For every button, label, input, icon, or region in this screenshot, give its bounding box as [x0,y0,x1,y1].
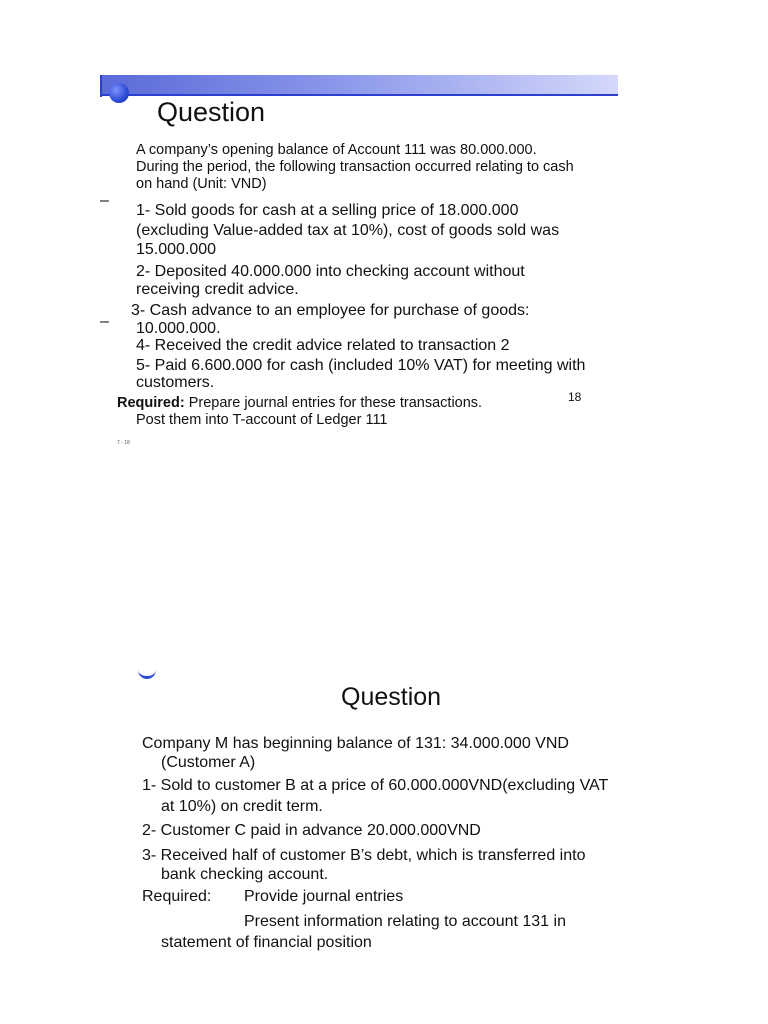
slide1-dash-mark: – [100,313,109,330]
slide1-title: Question [157,97,266,127]
slide1-intro-line: on hand (Unit: VND) [136,176,267,192]
slide1-intro-line: A company’s opening balance of Account 111 was 80.000.000. [136,142,537,158]
slide2-item-line: 1- Sold to customer B at a price of 60.000.000VND(excluding VAT [142,777,609,794]
slide1-footer-small: 7 - 18 [117,440,130,446]
slide1-item-line: 2- Deposited 40.000.000 into checking account without [136,263,525,280]
slide1-item-line: 10.000.000. [136,320,221,337]
slide1-intro-line: During the period, the following transaction occurred relating to cash [136,159,574,175]
slide2-required-line: statement of financial position [161,934,372,951]
slide1-required-text2: Post them into T-account of Ledger 111 [136,412,388,428]
slide1-item-line: receiving credit advice. [136,281,299,298]
slide2-required-line: Provide journal entries [244,888,404,905]
slide1-item-line: 3- Cash advance to an employee for purchase of goods: [131,302,530,319]
slide2-required-label: Required: [142,888,212,905]
slide2-logo-mark-icon [138,670,156,679]
slide2-item-line: 3- Received half of customer B’s debt, which is transferred into [142,847,586,864]
slide1-item-line: 5- Paid 6.600.000 for cash (included 10% VAT) for meeting with [136,357,586,374]
slide2-intro-line: (Customer A) [161,754,256,771]
slide1-item-line: 4- Received the credit advice related to transaction 2 [136,337,510,354]
slide1-dash-mark: – [100,192,109,209]
slide1-page-number: 18 [568,390,582,404]
slide2-title: Question [341,683,442,711]
slide1-bullet-dot-icon [109,83,129,103]
slide1-header-underline [100,94,618,96]
slide1-item-line: 15.000.000 [136,241,217,258]
slide1-required-text: Prepare journal entries for these transactions. [184,395,483,411]
slide2-item-line: at 10%) on credit term. [161,798,323,815]
slide1-required-label: Required: [117,395,185,411]
slide2-required-line: Present information relating to account 131 in [244,913,566,930]
slide1-item-line: (excluding Value-added tax at 10%), cost of goods sold was [136,222,560,239]
slide1-item-line: 1- Sold goods for cash at a selling price of 18.000.000 [136,202,519,219]
slide1-item-line: customers. [136,374,215,391]
slide1-header-left-edge [100,75,102,97]
slide1-header-bar [100,75,618,95]
slide1-required [117,395,482,412]
slide2-item-line: 2- Customer C paid in advance 20.000.000VND [142,822,481,839]
slide2-intro-line: Company M has beginning balance of 131: 34.000.000 VND [142,735,569,752]
slide2-item-line: bank checking account. [161,866,329,883]
